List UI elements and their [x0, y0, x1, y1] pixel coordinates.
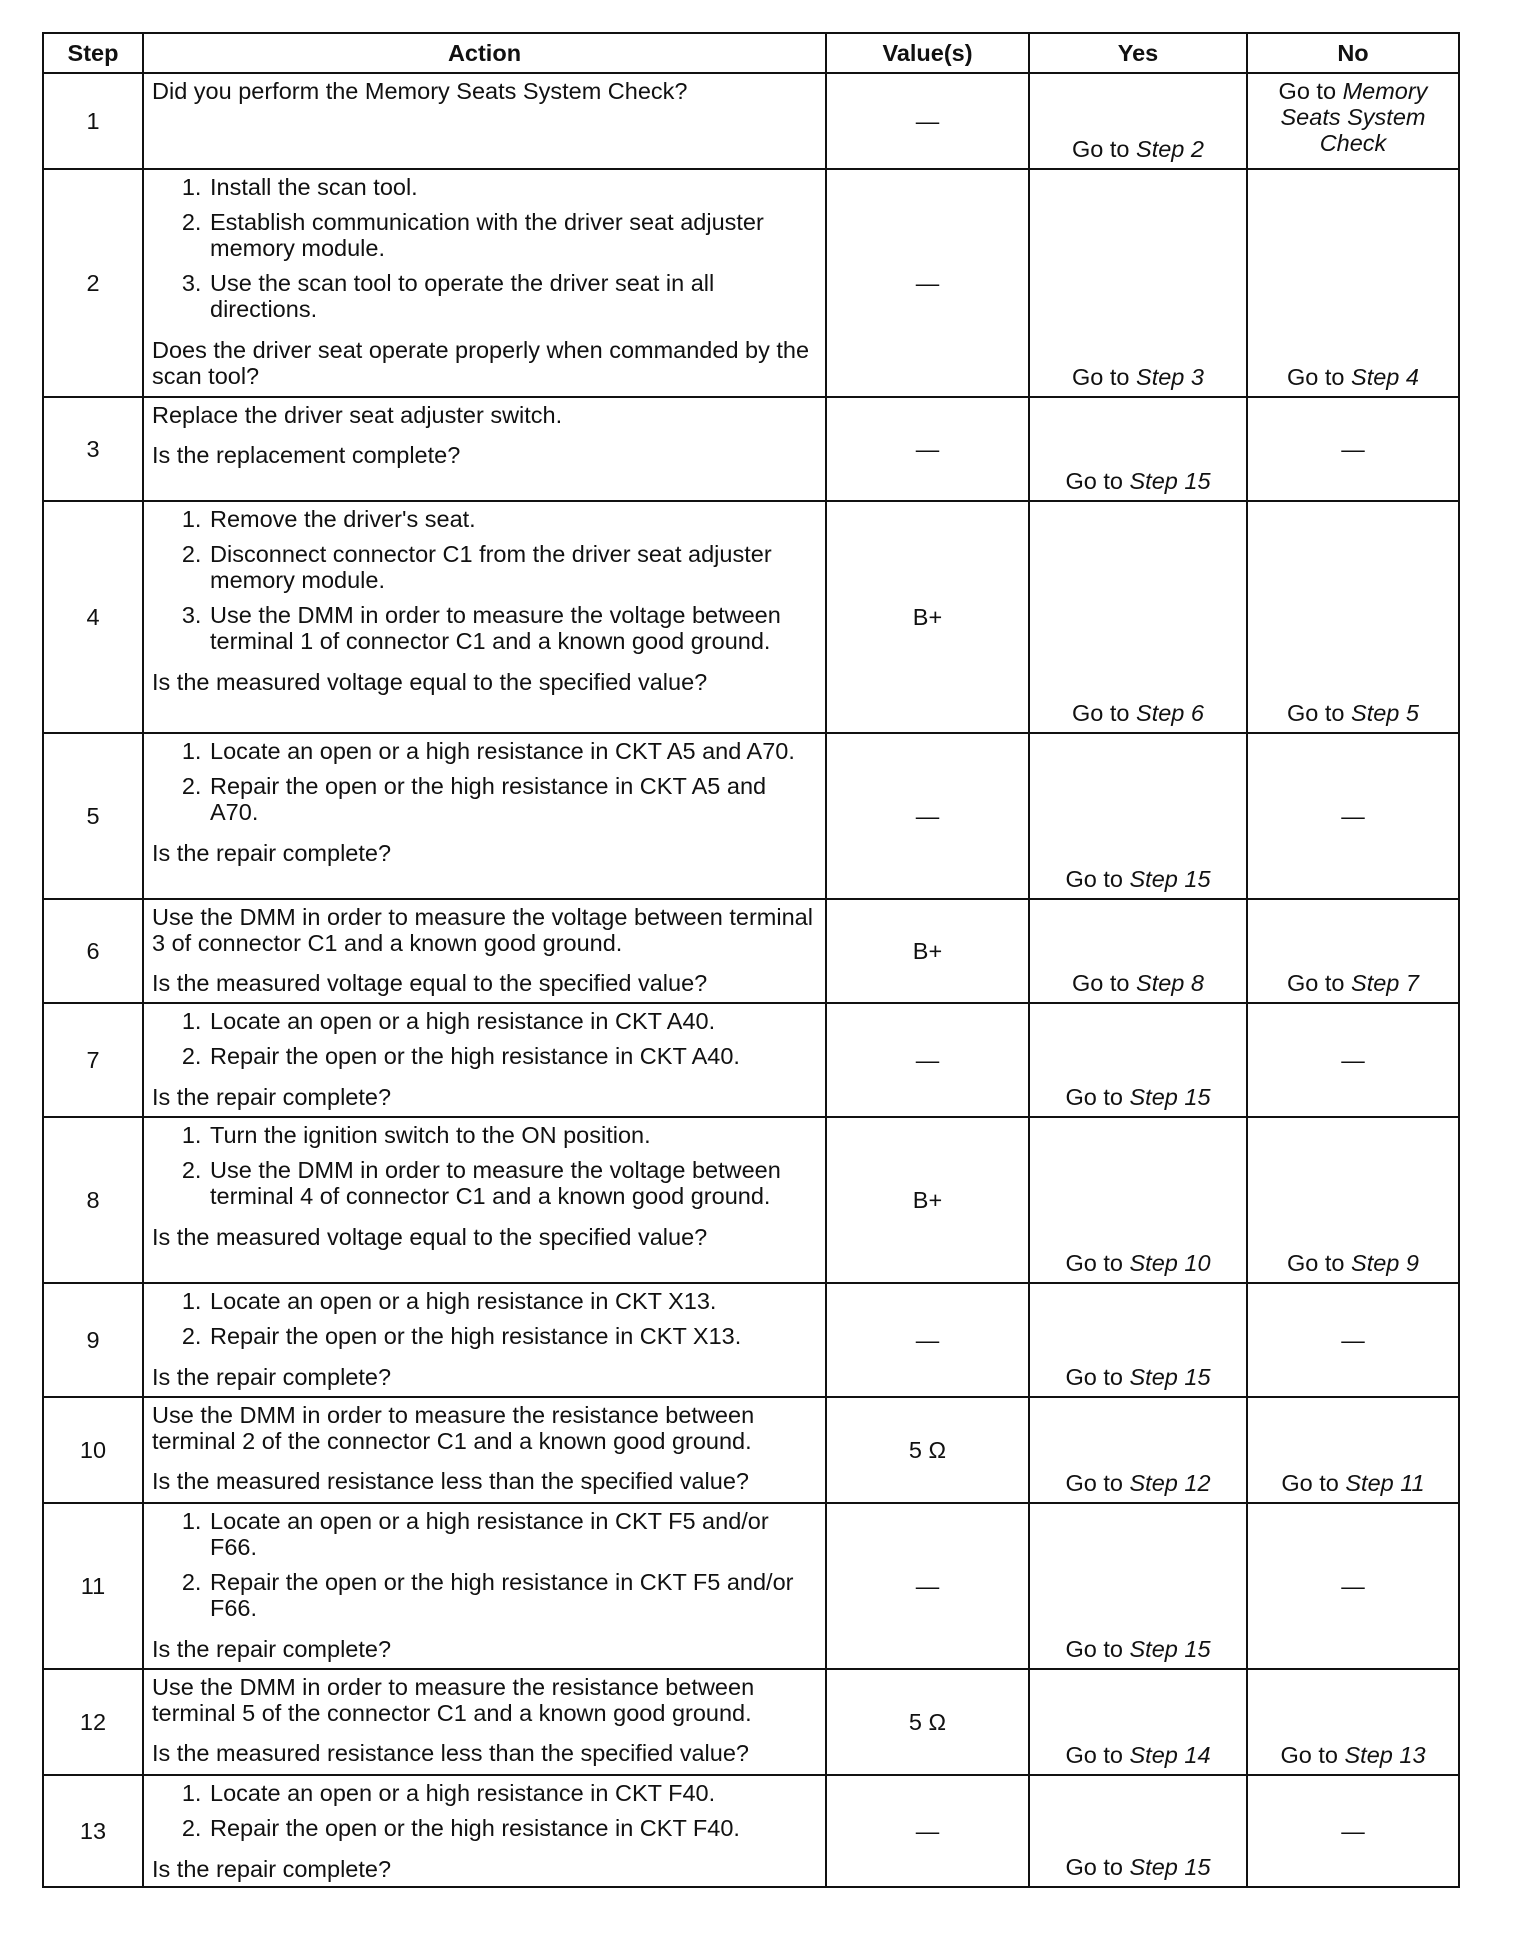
goto-prefix: Go to — [1072, 364, 1137, 390]
action-step-item: 1. Locate an open or a high resistance in CKT X13. — [208, 1288, 817, 1314]
value-cell: B+ — [826, 501, 1029, 733]
action-step-item: 1. Turn the ignition switch to the ON position. — [208, 1122, 817, 1148]
value-cell: — — [826, 733, 1029, 899]
not-applicable: — — [1341, 436, 1365, 462]
action-content — [152, 1122, 817, 1250]
action-cell — [143, 1397, 826, 1503]
goto-prefix: Go to — [1281, 1470, 1346, 1496]
header-no: No — [1247, 33, 1459, 73]
no-cell — [1247, 501, 1459, 733]
table-row — [43, 397, 1459, 501]
goto-prefix: Go to — [1072, 136, 1137, 162]
yes-cell — [1029, 73, 1247, 169]
value-cell: — — [826, 169, 1029, 397]
goto-target: Step 15 — [1129, 1364, 1211, 1390]
action-cell — [143, 73, 826, 169]
action-cell — [143, 169, 826, 397]
action-question: Is the repair complete? — [152, 1364, 392, 1390]
yes-cell — [1029, 1117, 1247, 1283]
action-steps-list — [152, 506, 817, 663]
action-content — [152, 1008, 817, 1110]
value-cell: B+ — [826, 1117, 1029, 1283]
step-number: 1 — [43, 73, 143, 169]
no-cell — [1247, 1003, 1459, 1117]
goto-target: Step 12 — [1129, 1470, 1211, 1496]
table-row — [43, 1283, 1459, 1397]
goto-target: Step 10 — [1129, 1250, 1211, 1276]
goto-target: Step 15 — [1129, 468, 1211, 494]
no-cell — [1247, 733, 1459, 899]
step-number: 3 — [43, 397, 143, 501]
goto-prefix: Go to — [1065, 1636, 1130, 1662]
table-row — [43, 1669, 1459, 1775]
table-body — [43, 73, 1459, 1887]
goto-target: Step 7 — [1351, 970, 1419, 996]
step-number: 6 — [43, 899, 143, 1003]
action-question: Is the repair complete? — [152, 1856, 392, 1882]
goto-prefix: Go to — [1280, 1742, 1345, 1768]
step-number: 8 — [43, 1117, 143, 1283]
action-cell — [143, 733, 826, 899]
action-cell — [143, 1503, 826, 1669]
value-cell: B+ — [826, 899, 1029, 1003]
action-question: Is the repair complete? — [152, 1084, 392, 1110]
goto-prefix: Go to — [1287, 1250, 1352, 1276]
goto-prefix: Go to — [1287, 364, 1352, 390]
no-cell — [1247, 899, 1459, 1003]
action-step-item: 2. Repair the open or the high resistance in CKT F40. — [208, 1815, 817, 1841]
yes-cell — [1029, 733, 1247, 899]
yes-cell — [1029, 1503, 1247, 1669]
table-row — [43, 1397, 1459, 1503]
goto-target: Step 5 — [1351, 700, 1419, 726]
goto-prefix: Go to — [1287, 970, 1352, 996]
goto-target: Step 8 — [1136, 970, 1204, 996]
action-steps-list — [152, 1288, 817, 1358]
action-content — [152, 1402, 817, 1494]
action-question: Is the measured voltage equal to the specified value? — [152, 1224, 708, 1250]
no-cell — [1247, 1775, 1459, 1887]
goto-prefix: Go to — [1065, 1470, 1130, 1496]
goto-prefix: Go to — [1072, 700, 1137, 726]
goto-prefix: Go to — [1065, 866, 1130, 892]
goto-prefix: Go to — [1065, 1364, 1130, 1390]
action-text: Replace the driver seat adjuster switch. — [152, 402, 563, 428]
goto-target: Step 15 — [1129, 1636, 1211, 1662]
table-row — [43, 501, 1459, 733]
not-applicable: — — [1341, 1047, 1365, 1073]
action-step-item: 1. Locate an open or a high resistance in CKT F40. — [208, 1780, 817, 1806]
goto-target: Step 9 — [1351, 1250, 1419, 1276]
header-yes: Yes — [1029, 33, 1247, 73]
action-steps-list — [152, 174, 817, 331]
step-number: 4 — [43, 501, 143, 733]
yes-cell — [1029, 1775, 1247, 1887]
table-row — [43, 733, 1459, 899]
table-row — [43, 169, 1459, 397]
yes-cell — [1029, 899, 1247, 1003]
action-step-item: 1. Install the scan tool. — [208, 174, 817, 200]
not-applicable: — — [1341, 1573, 1365, 1599]
value-cell: — — [826, 1775, 1029, 1887]
action-content — [152, 1674, 817, 1766]
value-cell: — — [826, 73, 1029, 169]
goto-target: Step 15 — [1129, 1084, 1211, 1110]
yes-cell — [1029, 169, 1247, 397]
step-number: 9 — [43, 1283, 143, 1397]
action-question: Is the measured resistance less than the specified value? — [152, 1740, 749, 1766]
action-cell — [143, 501, 826, 733]
action-step-item: 2. Establish communication with the driver seat adjuster memory module. — [208, 209, 817, 261]
action-cell — [143, 1283, 826, 1397]
action-step-item: 1. Remove the driver's seat. — [208, 506, 817, 532]
action-content — [152, 402, 817, 468]
no-cell — [1247, 73, 1459, 169]
not-applicable: — — [1341, 1818, 1365, 1844]
not-applicable: — — [1341, 803, 1365, 829]
no-cell — [1247, 169, 1459, 397]
action-step-item: 2. Use the DMM in order to measure the voltage between terminal 4 of connector C1 and a known good ground. — [208, 1157, 817, 1209]
header-step: Step — [43, 33, 143, 73]
action-cell — [143, 1669, 826, 1775]
action-step-item: 2. Repair the open or the high resistance in CKT F5 and/or F66. — [208, 1569, 817, 1621]
table-row — [43, 899, 1459, 1003]
action-cell — [143, 397, 826, 501]
step-number: 13 — [43, 1775, 143, 1887]
action-steps-list — [152, 1780, 817, 1850]
action-content — [152, 904, 817, 996]
action-cell — [143, 1003, 826, 1117]
step-number: 10 — [43, 1397, 143, 1503]
no-cell — [1247, 397, 1459, 501]
yes-cell — [1029, 1283, 1247, 1397]
goto-prefix: Go to — [1072, 970, 1137, 996]
goto-target: Step 15 — [1129, 1854, 1211, 1880]
action-step-item: 2. Repair the open or the high resistance in CKT A40. — [208, 1043, 817, 1069]
step-number: 12 — [43, 1669, 143, 1775]
table-row — [43, 1003, 1459, 1117]
yes-cell — [1029, 1003, 1247, 1117]
action-content — [152, 174, 817, 389]
action-content — [152, 738, 817, 866]
step-number: 2 — [43, 169, 143, 397]
action-content — [152, 1288, 817, 1390]
table-row — [43, 1775, 1459, 1887]
no-cell — [1247, 1117, 1459, 1283]
action-question: Does the driver seat operate properly when commanded by the scan tool? — [152, 337, 810, 389]
action-step-item: 1. Locate an open or a high resistance in CKT A5 and A70. — [208, 738, 817, 764]
spacer — [152, 112, 817, 118]
goto-target: Memory Seats System Check — [1280, 78, 1428, 156]
diagnostic-table-container — [42, 32, 1458, 1888]
table-row — [43, 73, 1459, 169]
step-number: 5 — [43, 733, 143, 899]
action-text: Did you perform the Memory Seats System Check? — [152, 78, 688, 104]
value-cell: — — [826, 397, 1029, 501]
no-cell — [1247, 1669, 1459, 1775]
goto-prefix: Go to — [1065, 1250, 1130, 1276]
step-number: 7 — [43, 1003, 143, 1117]
value-cell: — — [826, 1283, 1029, 1397]
action-step-item: 2. Repair the open or the high resistance in CKT A5 and A70. — [208, 773, 817, 825]
header-values: Value(s) — [826, 33, 1029, 73]
action-content — [152, 506, 817, 695]
yes-cell — [1029, 1669, 1247, 1775]
yes-cell — [1029, 501, 1247, 733]
value-cell: — — [826, 1503, 1029, 1669]
action-text: Use the DMM in order to measure the voltage between terminal 3 of connector C1 and a known good ground. — [152, 904, 813, 956]
table-header-row — [43, 33, 1459, 73]
no-cell — [1247, 1503, 1459, 1669]
action-content — [152, 78, 817, 118]
action-question: Is the measured resistance less than the specified value? — [152, 1468, 749, 1494]
diagnostic-table — [42, 32, 1460, 1888]
action-question: Is the repair complete? — [152, 1636, 392, 1662]
value-cell: — — [826, 1003, 1029, 1117]
goto-target: Step 6 — [1136, 700, 1204, 726]
goto-prefix: Go to — [1287, 700, 1352, 726]
action-cell — [143, 1775, 826, 1887]
action-content — [152, 1508, 817, 1662]
goto-target: Step 11 — [1345, 1470, 1425, 1496]
action-steps-list — [152, 738, 817, 834]
action-question: Is the measured voltage equal to the specified value? — [152, 669, 708, 695]
action-step-item: 3. Use the DMM in order to measure the voltage between terminal 1 of connector C1 and a known good ground. — [208, 602, 817, 654]
action-step-item: 3. Use the scan tool to operate the driver seat in all directions. — [208, 270, 817, 322]
no-cell — [1247, 1283, 1459, 1397]
no-cell — [1247, 1397, 1459, 1503]
goto-target: Step 3 — [1136, 364, 1204, 390]
action-steps-list — [152, 1008, 817, 1078]
goto-target: Step 14 — [1129, 1742, 1211, 1768]
action-step-item: 1. Locate an open or a high resistance in CKT F5 and/or F66. — [208, 1508, 817, 1560]
goto-target: Step 4 — [1351, 364, 1419, 390]
action-step-item: 2. Disconnect connector C1 from the driver seat adjuster memory module. — [208, 541, 817, 593]
action-step-item: 2. Repair the open or the high resistance in CKT X13. — [208, 1323, 817, 1349]
value-cell: 5 Ω — [826, 1669, 1029, 1775]
header-action: Action — [143, 33, 826, 73]
action-step-item: 1. Locate an open or a high resistance in CKT A40. — [208, 1008, 817, 1034]
action-text: Use the DMM in order to measure the resistance between terminal 5 of the connector C1 and a known good ground. — [152, 1674, 755, 1726]
action-cell — [143, 899, 826, 1003]
goto-target: Step 15 — [1129, 866, 1211, 892]
action-question: Is the measured voltage equal to the specified value? — [152, 970, 708, 996]
goto-prefix: Go to — [1065, 1084, 1130, 1110]
action-steps-list — [152, 1508, 817, 1630]
yes-cell — [1029, 1397, 1247, 1503]
action-steps-list — [152, 1122, 817, 1218]
goto-prefix: Go to — [1065, 1854, 1130, 1880]
table-row — [43, 1117, 1459, 1283]
action-question: Is the repair complete? — [152, 840, 392, 866]
goto-prefix: Go to — [1065, 468, 1130, 494]
goto-prefix: Go to — [1065, 1742, 1130, 1768]
action-question: Is the replacement complete? — [152, 442, 461, 468]
goto-prefix: Go to — [1278, 78, 1343, 104]
yes-cell — [1029, 397, 1247, 501]
goto-target: Step 2 — [1136, 136, 1204, 162]
action-content — [152, 1780, 817, 1882]
table-row — [43, 1503, 1459, 1669]
action-cell — [143, 1117, 826, 1283]
goto-target: Step 13 — [1344, 1742, 1426, 1768]
action-text: Use the DMM in order to measure the resistance between terminal 2 of the connector C1 and a known good ground. — [152, 1402, 755, 1454]
step-number: 11 — [43, 1503, 143, 1669]
value-cell: 5 Ω — [826, 1397, 1029, 1503]
not-applicable: — — [1341, 1327, 1365, 1353]
